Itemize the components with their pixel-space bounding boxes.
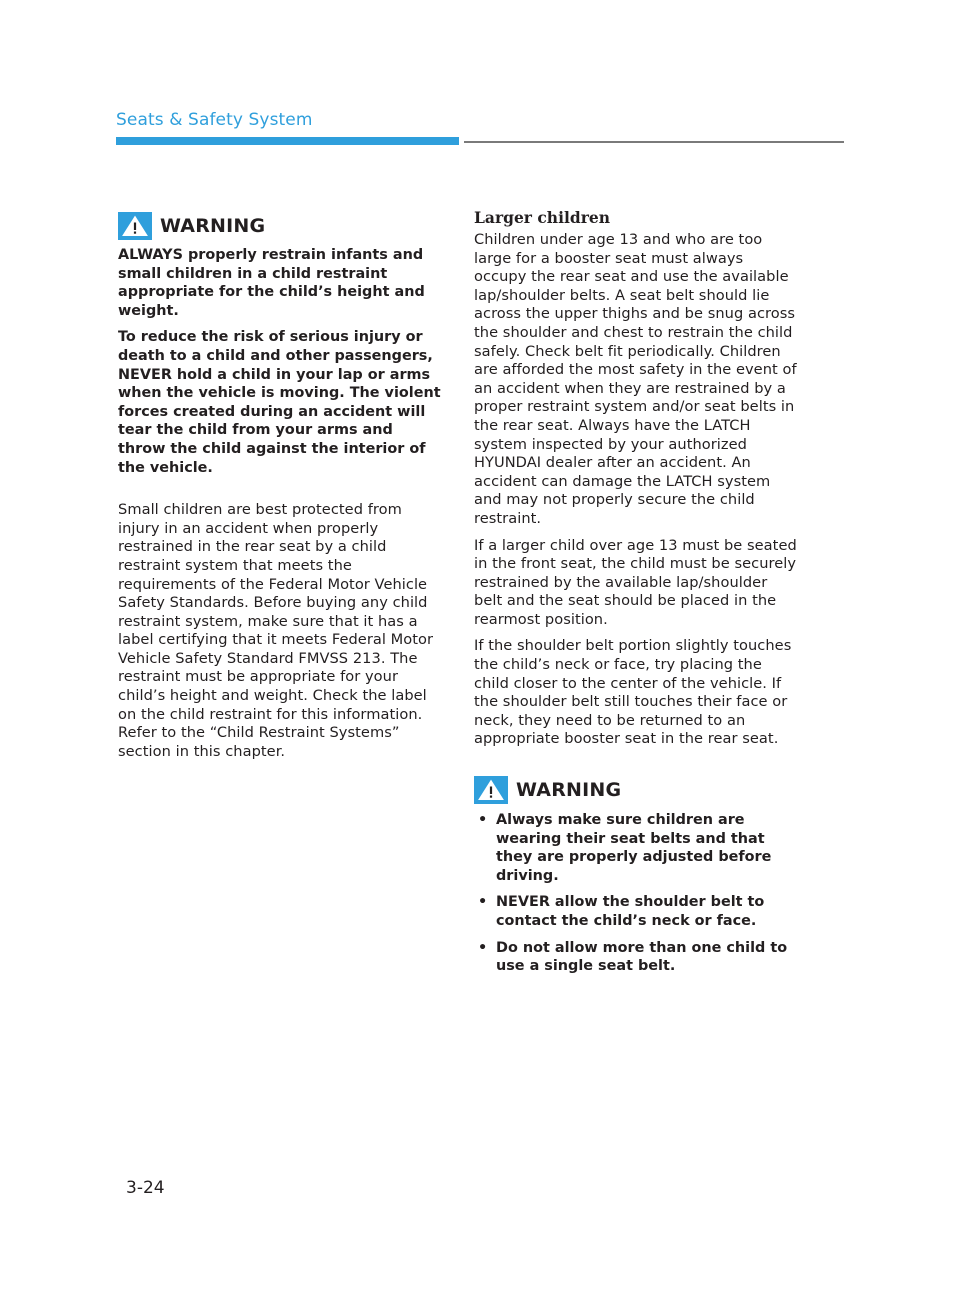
left-column [118,211,442,769]
list-item [474,939,800,976]
right-column [474,208,800,984]
warning-paragraph: To reduce the risk of serious injury or death to a child and other passengers, NEVER hold a child in your lap or arms when the vehicle is moving. The violent forces created during an accident will tear the child from your arms and throw the child against the interior of the vehicle. [118,329,441,476]
warning-title: WARNING [516,779,622,802]
bullet-text: Do not allow more than one child to use a single seat belt. [496,939,788,975]
warning-paragraph: ALWAYS properly restrain infants and small children in a child restraint appropriate for the child’s height and weight. [118,247,425,319]
list-item [474,811,800,885]
bullet-marker: • [478,939,488,956]
warning-triangle-icon [474,776,508,804]
warning-triangle-icon [118,212,152,240]
body-paragraph: Children under age 13 and who are too large for a booster seat must always occupy the rear seat and use the available lap/shoulder belts. A seat belt should lie across the upper thighs and be snug across the shoulder and chest to restrain the child safely. Check belt fit periodically. Children are afforded the most safety in the event of an accident when they are restrained by a proper restraint system and/or seat belts in the rear seat. Always have the LATCH system inspected by your authorized HYUNDAI dealer after an accident. An accident can damage the LATCH system and may not properly secure the child restraint. [474,231,797,527]
body-paragraph: If the shoulder belt portion slightly touches the child’s neck or face, try placing the child closer to the center of the vehicle. If the shoulder belt still touches their face or neck, they need to be returned to an appropriate booster seat in the rear seat. [474,637,792,748]
header-rule-gray [464,141,844,143]
bullet-marker: • [478,894,488,911]
warning-header [118,211,442,241]
bullet-marker: • [478,812,488,829]
header-rule-accent [116,137,459,145]
bullet-text: Always make sure children are wearing their seat belts and that they are properly adjusted before driving. [496,812,772,884]
warning-title: WARNING [160,215,266,237]
body-paragraph: Small children are best protected from injury in an accident when properly restrained in the rear seat by a child restraint system that meets the requirements of the Federal Motor Vehicle Safety Standards. Before buying any child restraint system, make sure that it has a label certifying that it meets Federal Motor Vehicle Safety Standard FMVSS 213. The restraint must be appropriate for your child’s height and weight. Check the label on the child restraint for this information. Refer to the “Child Restraint Systems” section in this chapter. [118,501,434,760]
page-number: 3-24 [126,1178,165,1198]
bullet-text: NEVER allow the shoulder belt to contact the child’s neck or face. [496,894,765,929]
section-header-title: Seats & Safety System [116,110,313,130]
subheading-larger-children: Larger children [474,208,610,227]
warning-bullet-list [474,811,800,976]
list-item [474,893,800,930]
warning-header [474,775,800,805]
body-paragraph: If a larger child over age 13 must be seated in the front seat, the child must be securely restrained by the available lap/shoulder belt and the seat should be placed in the rearmost position. [474,536,797,628]
